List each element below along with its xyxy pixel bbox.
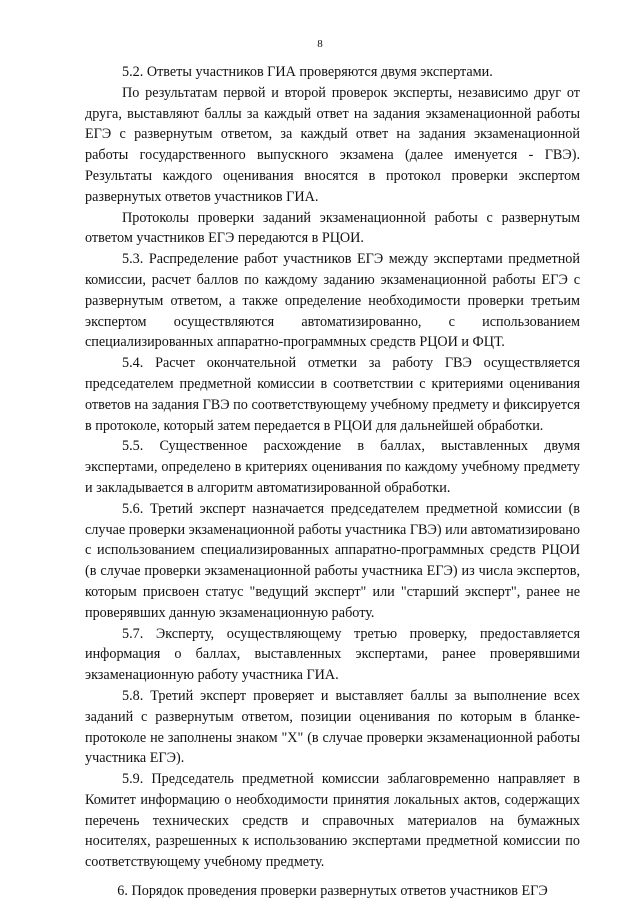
paragraph-protocols: Протоколы проверки заданий экзаменационной работы с развернутым ответом участников ЕГЭ передаются в РЦОИ. <box>85 209 580 247</box>
paragraph-5-8: 5.8. Третий эксперт проверяет и выставляет баллы за выполнение всех заданий с развернутым ответом, позиции оценивания по которым в бланке-протоколе не заполнены знаком "X" (в случае проверки экзаменационной работы участника ЕГЭ). <box>85 687 580 767</box>
paragraph-5-4: 5.4. Расчет окончательной отметки за работу ГВЭ осуществляется председателем предметной комиссии в соответствии с критериями оценивания ответов на задания ГВЭ по соответствующему учебному предмету и фиксируется в протоколе, который затем передается в РЦОИ для дальнейшей обработки. <box>85 355 580 434</box>
paragraph-5-5: 5.5. Существенное расхождение в баллах, выставленных двумя экспертами, определено в критериях оценивания по каждому учебному предмету и закладывается в алгоритм автоматизированной обработки. <box>85 438 580 496</box>
paragraph-5-2: 5.2. Ответы участников ГИА проверяются двумя экспертами. <box>122 64 493 80</box>
section-heading: 6. Порядок проведения проверки развернутых ответов участников ЕГЭ <box>117 883 548 900</box>
paragraph-5-6: 5.6. Третий эксперт назначается председателем предметной комиссии (в случае проверки экзаменационной работы участника ГВЭ) или автоматизировано с использованием специализированных аппаратно-программных средств РЦОИ (в случае проверки экзаменационной работы участника ЕГЭ) из числа экспертов, которым присвоен статус "ведущий эксперт" или "старший эксперт", ранее не проверявших данную экзаменационную работу. <box>85 500 580 621</box>
page-number: 8 <box>317 38 323 50</box>
paragraph-review-results: По результатам первой и второй проверок эксперты, независимо друг от друга, выставляют баллы за каждый ответ на задания экзаменационной работы ЕГЭ с развернутым ответом, за каждый ответ на задания экзаменационной работы государственного выпускного экзамена (далее именуется - ГВЭ). Результаты каждого оценивания вносятся в протокол проверки экспертом развернутых ответов участников ГИА. <box>85 84 580 205</box>
paragraph-5-9: 5.9. Председатель предметной комиссии заблаговременно направляет в Комитет информацию о необходимости принятия локальных актов, содержащих перечень технических средств и справочных материалов на бумажных носителях, разрешенных к использованию экспертами предметной комиссии по соответствующему учебному предмету. <box>85 771 580 871</box>
paragraph-5-7: 5.7. Эксперту, осуществляющему третью проверку, предоставляется информация о баллах, выставленных экспертами, ранее проверявшими экзаменационную работу участника ГИА. <box>85 625 580 684</box>
paragraph-5-3: 5.3. Распределение работ участников ЕГЭ между экспертами предметной комиссии, расчет баллов по каждому заданию экзаменационной работы ЕГЭ с развернутым ответом, а также определение необходимости проверки третьим экспертом осуществляются автоматизированно, с использованием специализированных аппаратно-программных средств РЦОИ и ФЦТ. <box>85 251 580 351</box>
document-body <box>85 62 580 902</box>
